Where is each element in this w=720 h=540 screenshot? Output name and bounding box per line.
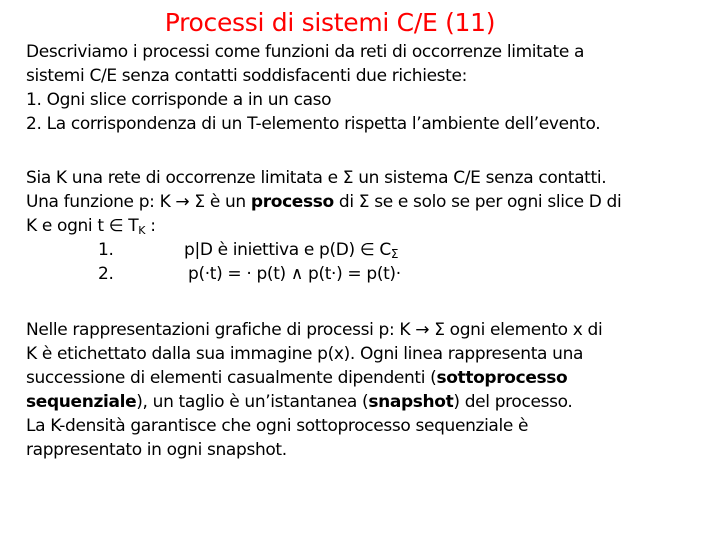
notes-section bbox=[26, 318, 710, 462]
condition-1 bbox=[26, 238, 710, 262]
notes-line-6: rappresentato in ogni snapshot. bbox=[26, 440, 287, 460]
condition-1-number: 1. bbox=[98, 240, 114, 260]
condition-1-formula: p|D è iniettiva e p(D) ∈ C bbox=[184, 240, 391, 260]
notes-line-5: La K-densità garantisce che ogni sottoprocesso sequenziale è bbox=[26, 416, 529, 436]
notes-line-1: Nelle rappresentazioni grafiche di processi p: K → Σ ogni elemento x di bbox=[26, 320, 603, 340]
subscript-sigma: Σ bbox=[390, 247, 399, 261]
term-processo: processo bbox=[250, 192, 334, 212]
notes-line-3-start: successione di elementi casualmente dipendenti ( bbox=[26, 368, 437, 388]
definition-line-3-end: : bbox=[145, 216, 156, 236]
term-sottoprocesso: sottoprocesso bbox=[436, 368, 568, 388]
intro-section bbox=[26, 40, 710, 136]
condition-1-text bbox=[184, 238, 398, 263]
notes-line-4-middle: ), un taglio è un’istantanea ( bbox=[136, 392, 369, 412]
definition-line-3-start: K e ogni t ∈ T bbox=[26, 216, 139, 236]
intro-line-1: Descriviamo i processi come funzioni da reti di occorrenze limitate a bbox=[26, 42, 585, 62]
definition-line-3 bbox=[26, 214, 710, 238]
intro-line-2: sistemi C/E senza contatti soddisfacenti due richieste: bbox=[26, 66, 467, 86]
notes-line-4 bbox=[26, 390, 710, 414]
term-sequenziale: sequenziale bbox=[26, 392, 137, 412]
definition-section bbox=[26, 166, 710, 286]
requirement-2: 2. La corrispondenza di un T-elemento rispetta l’ambiente dell’evento. bbox=[26, 114, 601, 134]
requirement-1: 1. Ogni slice corrisponde a in un caso bbox=[26, 90, 332, 110]
term-snapshot: snapshot bbox=[368, 392, 454, 412]
condition-2-number: 2. bbox=[98, 264, 114, 284]
condition-2-formula: p(·t) = · p(t) ∧ p(t·) = p(t)· bbox=[188, 264, 401, 284]
definition-line-2-end: di Σ se e solo se per ogni slice D di bbox=[333, 192, 622, 212]
notes-line-3 bbox=[26, 366, 710, 390]
definition-line-2 bbox=[26, 190, 710, 214]
notes-line-2: K è etichettato dalla sua immagine p(x). Ogni linea rappresenta una bbox=[26, 344, 584, 364]
subscript-k: K bbox=[138, 224, 146, 237]
condition-2 bbox=[26, 262, 710, 286]
definition-line-1: Sia K una rete di occorrenze limitata e Σ un sistema C/E senza contatti. bbox=[26, 168, 607, 188]
definition-line-2-start: Una funzione p: K → Σ è un bbox=[26, 192, 251, 212]
slide-title: Processi di sistemi C/E (11) bbox=[164, 8, 496, 37]
notes-line-4-end: ) del processo. bbox=[453, 392, 573, 412]
